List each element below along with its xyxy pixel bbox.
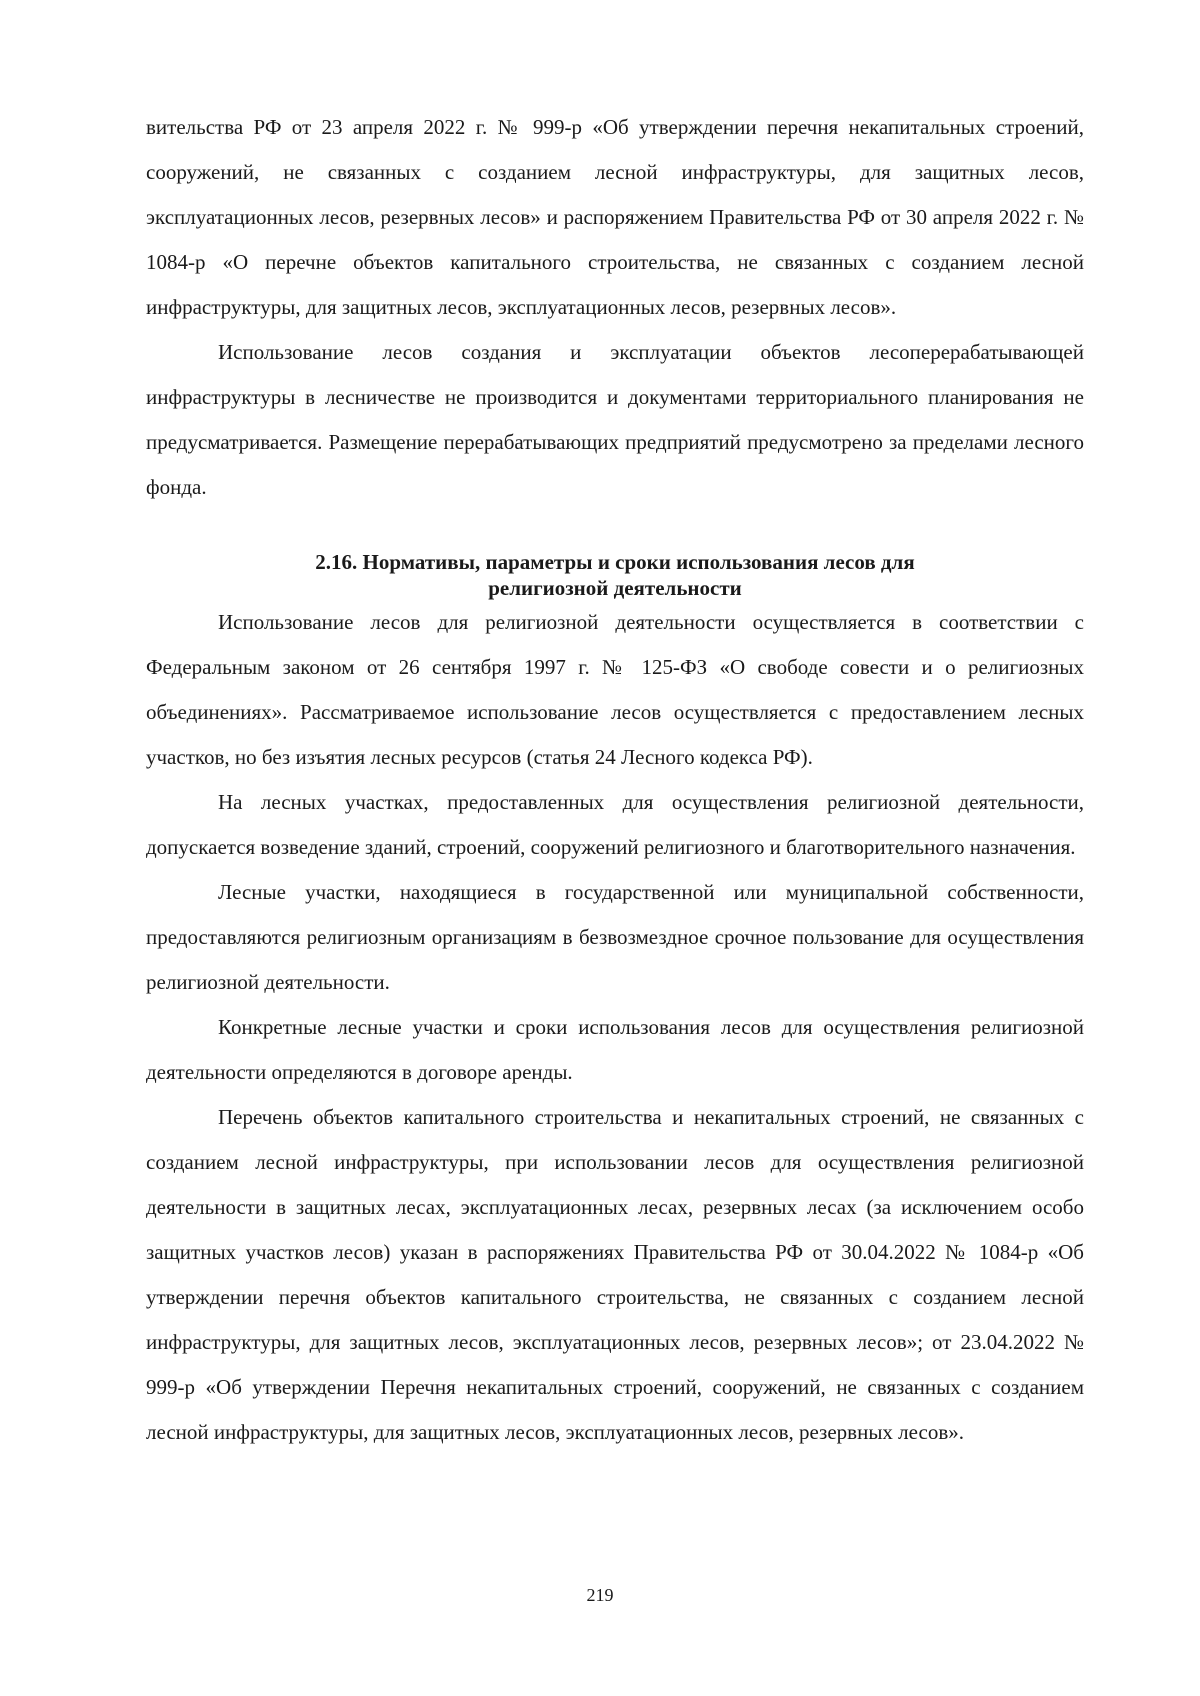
text-section-top	[146, 105, 1084, 510]
paragraph: Перечень объектов капитального строительства и некапитальных строений, не связанных с созданием лесной инфраструктуры, при использовании лесов для осуществления религиозной деятельности в защитных лесах, эксплуатационных лесах, резервных лесах (за исключением особо защитных участков лесов) указан в распоряжениях Правительства РФ от 30.04.2022 № 1084-р «Об утверждении перечня объектов капитального строительства, не связанных с созданием лесной инфраструктуры, для защитных лесов, эксплуатационных лесов, резервных лесов»; от 23.04.2022 № 999-р «Об утверждении Перечня некапитальных строений, сооружений, не связанных с созданием лесной инфраструктуры, для защитных лесов, эксплуатационных лесов, резервных лесов».	[146, 1105, 1084, 1444]
paragraph: Конкретные лесные участки и сроки использования лесов для осуществления религиозной деятельности определяются в договоре аренды.	[146, 1015, 1084, 1084]
section-heading-line: религиозной деятельности	[488, 576, 742, 600]
paragraph: На лесных участках, предоставленных для осуществления религиозной деятельности, допускается возведение зданий, строений, сооружений религиозного и благотворительного назначения.	[146, 790, 1084, 859]
text-section-bottom	[146, 600, 1084, 1455]
paragraph-continuation: вительства РФ от 23 апреля 2022 г. № 999-р «Об утверждении перечня некапитальных строений, сооружений, не связанных с созданием лесной инфраструктуры, для защитных лесов, эксплуатационных лесов, резервных лесов» и распоряжением Правительства РФ от 30 апреля 2022 г. № 1084-р «О перечне объектов капитального строительства, не связанных с созданием лесной инфраструктуры, для защитных лесов, эксплуатационных лесов, резервных лесов».	[146, 115, 1084, 319]
paragraph: Использование лесов создания и эксплуатации объектов лесоперерабатывающей инфраструктуры в лесничестве не производится и документами территориального планирования не предусматривается. Размещение перерабатывающих предприятий предусмотрено за пределами лесного фонда.	[146, 340, 1084, 499]
paragraph: Лесные участки, находящиеся в государственной или муниципальной собственности, предоставляются религиозным организациям в безвозмездное срочное пользование для осуществления религиозной деятельности.	[146, 880, 1084, 994]
section-heading	[146, 549, 1084, 601]
paragraph: Использование лесов для религиозной деятельности осуществляется в соответствии с Федеральным законом от 26 сентября 1997 г. № 125-ФЗ «О свободе совести и о религиозных объединениях». Рассматриваемое использование лесов осуществляется с предоставлением лесных участков, но без изъятия лесных ресурсов (статья 24 Лесного кодекса РФ).	[146, 610, 1084, 769]
section-heading-line: 2.16. Нормативы, параметры и сроки использования лесов для	[315, 550, 915, 574]
page-number: 219	[586, 1585, 614, 1605]
